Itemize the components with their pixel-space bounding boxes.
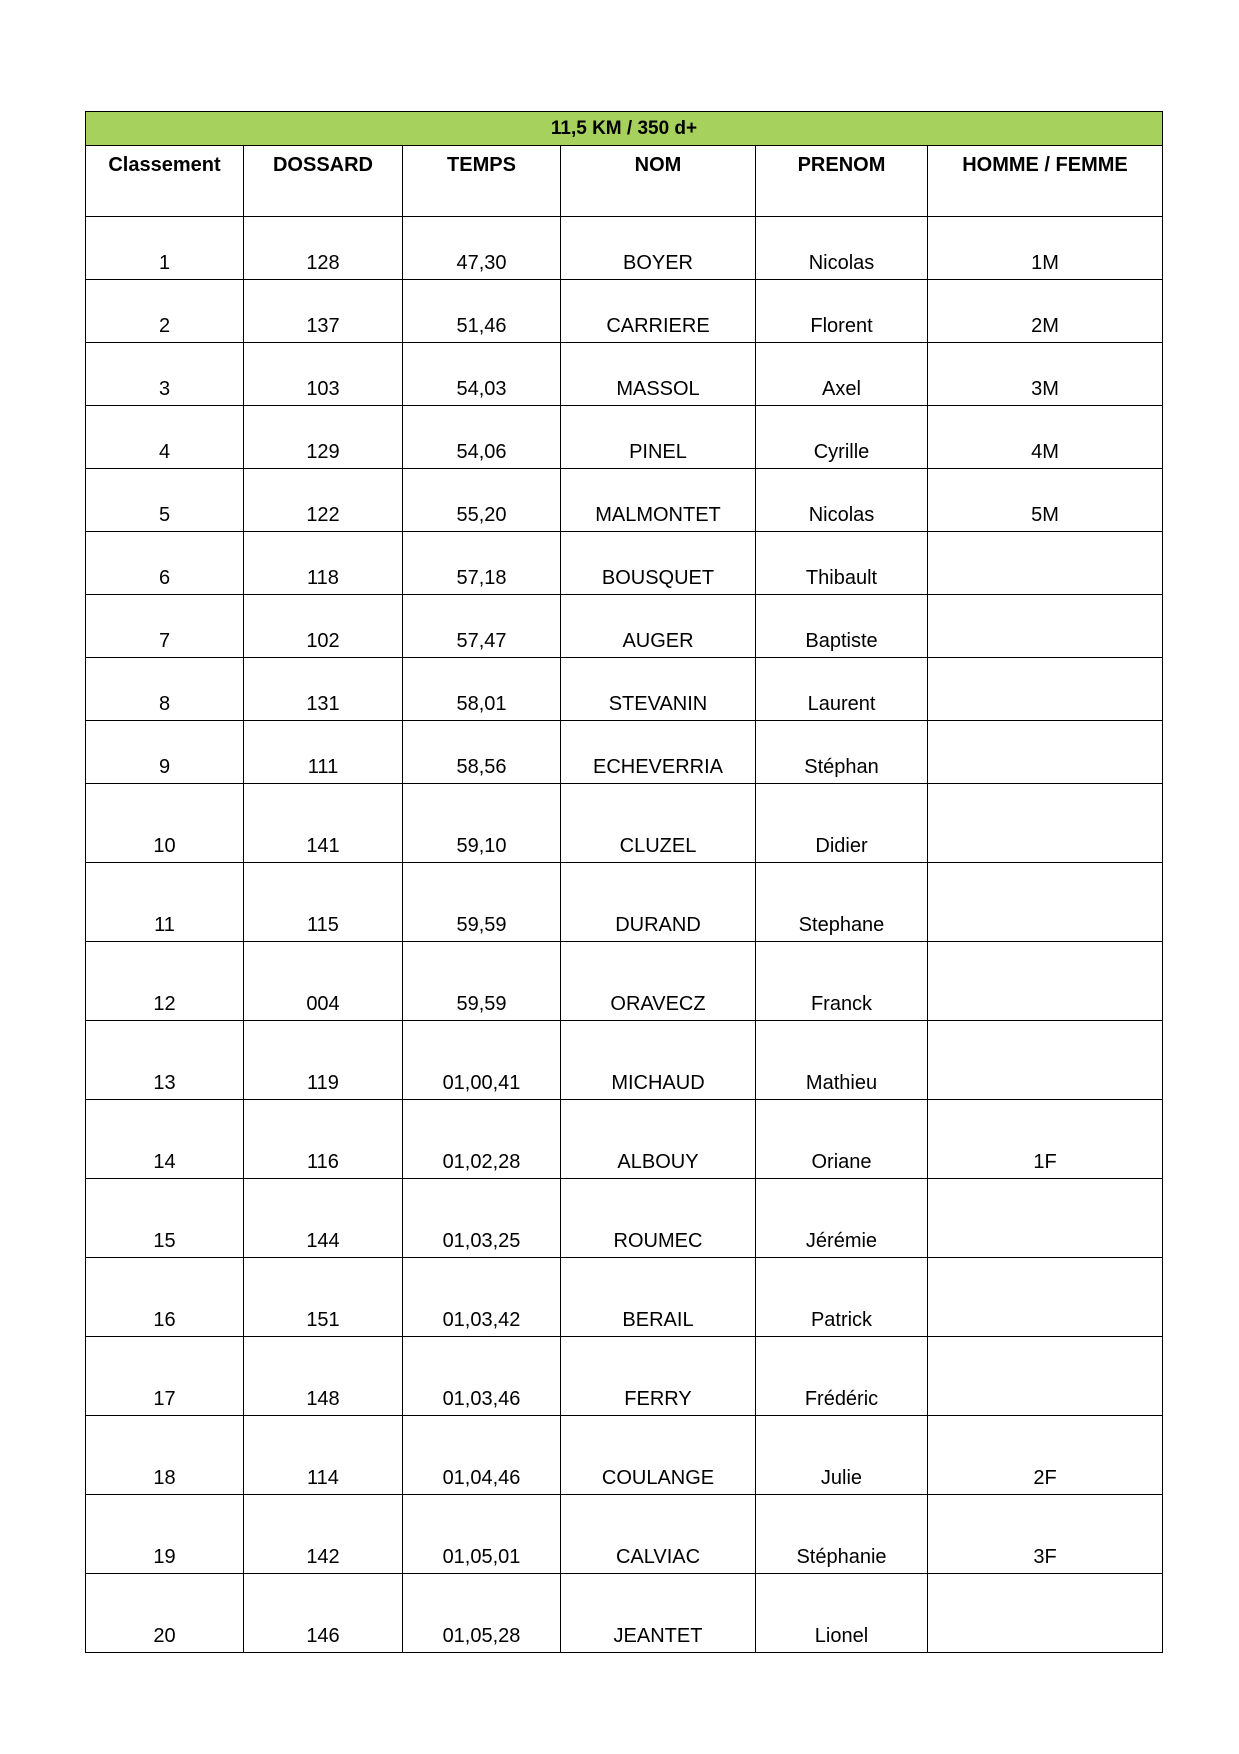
- cell-temps: 47,30: [403, 217, 561, 280]
- cell-prenom: Stéphanie: [756, 1495, 928, 1574]
- table-body: [86, 217, 1163, 1653]
- cell-homme-femme: 1M: [928, 217, 1163, 280]
- cell-homme-femme: [928, 1179, 1163, 1258]
- table-row: [86, 406, 1163, 469]
- column-header-homme-femme: HOMME / FEMME: [928, 146, 1163, 217]
- cell-homme-femme: 2F: [928, 1416, 1163, 1495]
- table-row: [86, 721, 1163, 784]
- cell-temps: 01,00,41: [403, 1021, 561, 1100]
- cell-homme-femme: 3M: [928, 343, 1163, 406]
- cell-prenom: Nicolas: [756, 217, 928, 280]
- cell-classement: 19: [86, 1495, 244, 1574]
- cell-temps: 01,03,46: [403, 1337, 561, 1416]
- cell-dossard: 004: [244, 942, 403, 1021]
- cell-homme-femme: [928, 784, 1163, 863]
- cell-homme-femme: 4M: [928, 406, 1163, 469]
- table-title-row: [86, 112, 1163, 146]
- cell-prenom: Baptiste: [756, 595, 928, 658]
- cell-dossard: 137: [244, 280, 403, 343]
- cell-classement: 20: [86, 1574, 244, 1653]
- table-title: 11,5 KM / 350 d+: [86, 112, 1163, 146]
- table-row: [86, 343, 1163, 406]
- cell-classement: 18: [86, 1416, 244, 1495]
- column-header-temps: TEMPS: [403, 146, 561, 217]
- cell-homme-femme: [928, 595, 1163, 658]
- table-row: [86, 784, 1163, 863]
- cell-dossard: 141: [244, 784, 403, 863]
- cell-nom: MASSOL: [561, 343, 756, 406]
- cell-dossard: 129: [244, 406, 403, 469]
- cell-nom: MALMONTET: [561, 469, 756, 532]
- table-row: [86, 1021, 1163, 1100]
- cell-classement: 16: [86, 1258, 244, 1337]
- cell-homme-femme: [928, 863, 1163, 942]
- cell-temps: 59,59: [403, 863, 561, 942]
- cell-nom: CARRIERE: [561, 280, 756, 343]
- cell-nom: COULANGE: [561, 1416, 756, 1495]
- cell-homme-femme: [928, 721, 1163, 784]
- cell-homme-femme: 2M: [928, 280, 1163, 343]
- cell-prenom: Nicolas: [756, 469, 928, 532]
- cell-prenom: Laurent: [756, 658, 928, 721]
- table-row: [86, 1258, 1163, 1337]
- cell-classement: 1: [86, 217, 244, 280]
- cell-prenom: Oriane: [756, 1100, 928, 1179]
- cell-temps: 01,03,25: [403, 1179, 561, 1258]
- cell-classement: 11: [86, 863, 244, 942]
- table-row: [86, 863, 1163, 942]
- cell-classement: 14: [86, 1100, 244, 1179]
- cell-temps: 54,03: [403, 343, 561, 406]
- cell-homme-femme: [928, 1574, 1163, 1653]
- cell-dossard: 146: [244, 1574, 403, 1653]
- cell-homme-femme: 1F: [928, 1100, 1163, 1179]
- cell-nom: DURAND: [561, 863, 756, 942]
- table-row: [86, 1179, 1163, 1258]
- cell-temps: 59,10: [403, 784, 561, 863]
- cell-dossard: 114: [244, 1416, 403, 1495]
- table-row: [86, 217, 1163, 280]
- cell-dossard: 122: [244, 469, 403, 532]
- cell-classement: 9: [86, 721, 244, 784]
- cell-prenom: Franck: [756, 942, 928, 1021]
- cell-homme-femme: [928, 942, 1163, 1021]
- cell-prenom: Axel: [756, 343, 928, 406]
- cell-classement: 12: [86, 942, 244, 1021]
- cell-temps: 57,18: [403, 532, 561, 595]
- cell-temps: 55,20: [403, 469, 561, 532]
- table-row: [86, 595, 1163, 658]
- cell-classement: 4: [86, 406, 244, 469]
- cell-temps: 01,05,28: [403, 1574, 561, 1653]
- cell-nom: FERRY: [561, 1337, 756, 1416]
- cell-classement: 7: [86, 595, 244, 658]
- cell-classement: 2: [86, 280, 244, 343]
- cell-classement: 8: [86, 658, 244, 721]
- results-table: [85, 111, 1163, 1653]
- table-row: [86, 532, 1163, 595]
- cell-homme-femme: [928, 658, 1163, 721]
- cell-temps: 01,05,01: [403, 1495, 561, 1574]
- table-row: [86, 1337, 1163, 1416]
- column-header-prenom: PRENOM: [756, 146, 928, 217]
- cell-prenom: Lionel: [756, 1574, 928, 1653]
- cell-prenom: Stéphan: [756, 721, 928, 784]
- cell-classement: 13: [86, 1021, 244, 1100]
- table-row: [86, 1495, 1163, 1574]
- cell-temps: 01,03,42: [403, 1258, 561, 1337]
- cell-dossard: 142: [244, 1495, 403, 1574]
- cell-nom: CALVIAC: [561, 1495, 756, 1574]
- cell-temps: 51,46: [403, 280, 561, 343]
- cell-prenom: Frédéric: [756, 1337, 928, 1416]
- column-header-nom: NOM: [561, 146, 756, 217]
- cell-prenom: Mathieu: [756, 1021, 928, 1100]
- cell-classement: 6: [86, 532, 244, 595]
- cell-nom: BOYER: [561, 217, 756, 280]
- cell-nom: BOUSQUET: [561, 532, 756, 595]
- cell-temps: 58,01: [403, 658, 561, 721]
- cell-classement: 3: [86, 343, 244, 406]
- cell-homme-femme: 3F: [928, 1495, 1163, 1574]
- cell-nom: ORAVECZ: [561, 942, 756, 1021]
- cell-nom: PINEL: [561, 406, 756, 469]
- cell-dossard: 118: [244, 532, 403, 595]
- cell-temps: 54,06: [403, 406, 561, 469]
- cell-dossard: 151: [244, 1258, 403, 1337]
- cell-prenom: Florent: [756, 280, 928, 343]
- table-row: [86, 469, 1163, 532]
- cell-prenom: Julie: [756, 1416, 928, 1495]
- cell-dossard: 144: [244, 1179, 403, 1258]
- cell-homme-femme: [928, 1258, 1163, 1337]
- table-row: [86, 658, 1163, 721]
- cell-dossard: 103: [244, 343, 403, 406]
- cell-classement: 15: [86, 1179, 244, 1258]
- cell-temps: 01,02,28: [403, 1100, 561, 1179]
- cell-dossard: 119: [244, 1021, 403, 1100]
- cell-nom: MICHAUD: [561, 1021, 756, 1100]
- cell-prenom: Jérémie: [756, 1179, 928, 1258]
- table-header-row: [86, 146, 1163, 217]
- table-row: [86, 280, 1163, 343]
- table-row: [86, 942, 1163, 1021]
- cell-nom: BERAIL: [561, 1258, 756, 1337]
- cell-dossard: 116: [244, 1100, 403, 1179]
- cell-temps: 57,47: [403, 595, 561, 658]
- cell-homme-femme: [928, 1021, 1163, 1100]
- cell-homme-femme: 5M: [928, 469, 1163, 532]
- cell-nom: ECHEVERRIA: [561, 721, 756, 784]
- cell-dossard: 131: [244, 658, 403, 721]
- table-row: [86, 1574, 1163, 1653]
- cell-prenom: Thibault: [756, 532, 928, 595]
- cell-classement: 17: [86, 1337, 244, 1416]
- cell-nom: ALBOUY: [561, 1100, 756, 1179]
- cell-prenom: Patrick: [756, 1258, 928, 1337]
- cell-nom: JEANTET: [561, 1574, 756, 1653]
- cell-nom: CLUZEL: [561, 784, 756, 863]
- cell-dossard: 111: [244, 721, 403, 784]
- cell-nom: AUGER: [561, 595, 756, 658]
- cell-homme-femme: [928, 532, 1163, 595]
- cell-classement: 5: [86, 469, 244, 532]
- column-header-dossard: DOSSARD: [244, 146, 403, 217]
- column-header-classement: Classement: [86, 146, 244, 217]
- cell-dossard: 128: [244, 217, 403, 280]
- cell-temps: 01,04,46: [403, 1416, 561, 1495]
- cell-temps: 58,56: [403, 721, 561, 784]
- cell-homme-femme: [928, 1337, 1163, 1416]
- cell-dossard: 115: [244, 863, 403, 942]
- cell-prenom: Didier: [756, 784, 928, 863]
- table-row: [86, 1416, 1163, 1495]
- cell-nom: STEVANIN: [561, 658, 756, 721]
- table-row: [86, 1100, 1163, 1179]
- cell-dossard: 148: [244, 1337, 403, 1416]
- cell-nom: ROUMEC: [561, 1179, 756, 1258]
- cell-classement: 10: [86, 784, 244, 863]
- cell-temps: 59,59: [403, 942, 561, 1021]
- cell-prenom: Stephane: [756, 863, 928, 942]
- cell-prenom: Cyrille: [756, 406, 928, 469]
- cell-dossard: 102: [244, 595, 403, 658]
